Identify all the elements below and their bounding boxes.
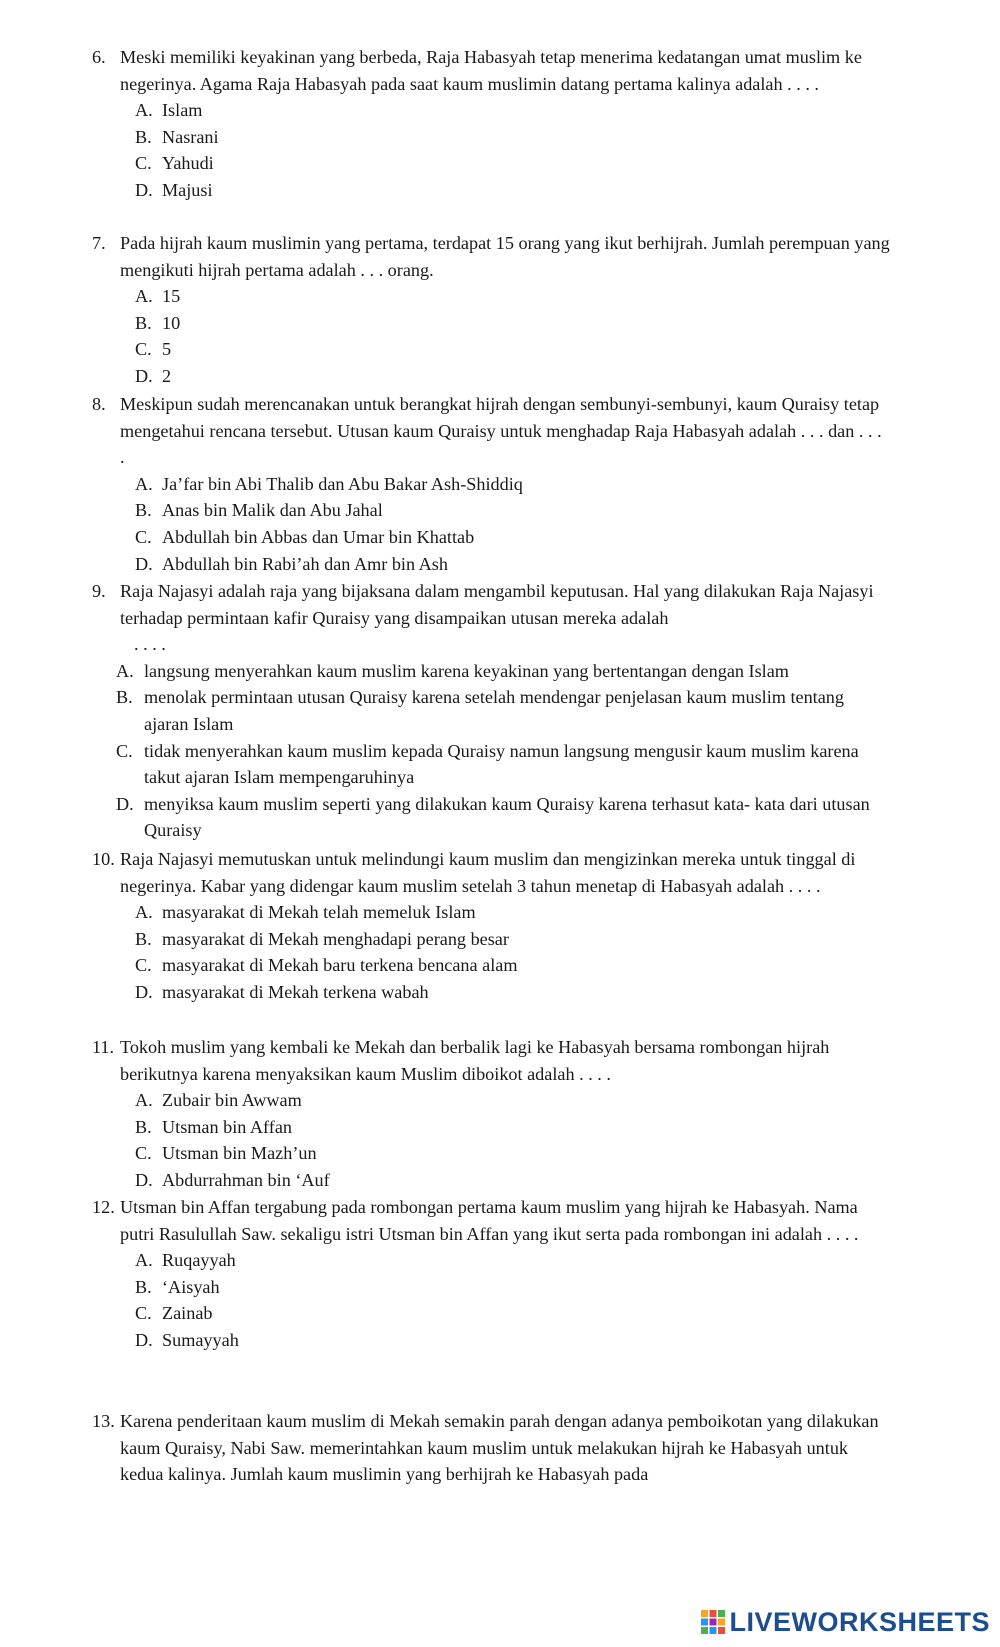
option-text: masyarakat di Mekah baru terkena bencana alam xyxy=(162,955,518,976)
option-text: tidak menyerahkan kaum muslim kepada Quraisy namun langsung mengusir kaum muslim karena takut ajaran Islam mempengaruhinya xyxy=(144,740,859,788)
option-b xyxy=(92,926,892,953)
option-b xyxy=(92,497,892,524)
option-a xyxy=(92,899,892,926)
option-letter: C. xyxy=(116,740,133,761)
option-letter: C. xyxy=(135,339,152,360)
option-letter: A. xyxy=(135,1250,153,1271)
option-text: Ja’far bin Abi Thalib dan Abu Bakar Ash-Shiddiq xyxy=(162,473,523,494)
option-letter: A. xyxy=(135,100,153,121)
option-d xyxy=(92,551,892,578)
option-letter: A. xyxy=(116,660,134,681)
question-6 xyxy=(92,44,892,204)
option-d xyxy=(92,1327,892,1354)
option-b xyxy=(92,1114,892,1141)
option-text: Nasrani xyxy=(162,126,219,147)
option-d xyxy=(92,791,892,844)
option-text: Utsman bin Affan xyxy=(162,1116,292,1137)
option-c xyxy=(92,336,892,363)
options-list xyxy=(92,283,892,389)
option-text: 10 xyxy=(162,312,181,333)
option-text: Yahudi xyxy=(162,153,214,174)
question-text-ellipsis: . . . . xyxy=(134,634,166,655)
option-letter: A. xyxy=(135,286,153,307)
option-text: 5 xyxy=(162,339,172,360)
option-letter: B. xyxy=(135,1116,152,1137)
option-letter: D. xyxy=(135,1329,153,1350)
option-text: Utsman bin Mazh’un xyxy=(162,1143,317,1164)
options-list xyxy=(92,899,892,1005)
option-letter: C. xyxy=(135,955,152,976)
option-text: Sumayyah xyxy=(162,1329,239,1350)
brand-name: LIVEWORKSHEETS xyxy=(729,1606,990,1637)
option-letter: D. xyxy=(116,793,134,814)
question-number: 6. xyxy=(92,47,106,67)
question-10 xyxy=(92,846,892,1006)
options-list xyxy=(92,658,892,844)
option-letter: D. xyxy=(135,1169,153,1190)
option-letter: D. xyxy=(135,981,153,1002)
option-d xyxy=(92,177,892,204)
option-letter: A. xyxy=(135,473,153,494)
question-text: Meskipun sudah merencanakan untuk berangkat hijrah dengan sembunyi-sembunyi, kaum Quraisy tetap mengetahui rencana tersebut. Utusan kaum Quraisy untuk menghadap Raja Habasyah adalah . . . dan . . . . xyxy=(120,394,882,468)
option-text: Abdurrahman bin ‘Auf xyxy=(162,1169,330,1190)
option-letter: D. xyxy=(135,365,153,386)
option-b xyxy=(92,310,892,337)
option-c xyxy=(92,1300,892,1327)
option-letter: C. xyxy=(135,1303,152,1324)
option-text: Abdullah bin Rabi’ah dan Amr bin Ash xyxy=(162,553,448,574)
option-text: 2 xyxy=(162,365,172,386)
option-c xyxy=(92,738,892,791)
option-text: Zubair bin Awwam xyxy=(162,1090,302,1111)
option-text: masyarakat di Mekah telah memeluk Islam xyxy=(162,902,476,923)
option-b xyxy=(92,1274,892,1301)
option-c xyxy=(92,524,892,551)
question-number: 11. xyxy=(92,1037,115,1057)
option-letter: B. xyxy=(135,1276,152,1297)
question-text: Tokoh muslim yang kembali ke Mekah dan berbalik lagi ke Habasyah bersama rombongan hijrah berikutnya karena menyaksikan kaum Muslim diboikot adalah . . . . xyxy=(120,1037,830,1084)
option-text: 15 xyxy=(162,286,181,307)
option-text: ‘Aisyah xyxy=(162,1276,220,1297)
option-text: Ruqayyah xyxy=(162,1250,236,1271)
question-7 xyxy=(92,230,892,390)
question-9 xyxy=(92,578,892,844)
option-d xyxy=(92,979,892,1006)
question-number: 8. xyxy=(92,394,106,414)
option-letter: B. xyxy=(116,687,133,708)
option-text: Abdullah bin Abbas dan Umar bin Khattab xyxy=(162,526,475,547)
option-a xyxy=(92,1087,892,1114)
question-number: 13. xyxy=(92,1411,115,1431)
options-list xyxy=(92,1247,892,1353)
option-d xyxy=(92,363,892,390)
option-letter: C. xyxy=(135,153,152,174)
option-text: masyarakat di Mekah menghadapi perang besar xyxy=(162,928,509,949)
option-text: menyiksa kaum muslim seperti yang dilakukan kaum Quraisy karena terhasut kata- kata dari utusan Quraisy xyxy=(144,793,870,841)
question-8 xyxy=(92,391,892,577)
option-a xyxy=(92,471,892,498)
options-list xyxy=(92,97,892,203)
option-a xyxy=(92,97,892,124)
option-letter: C. xyxy=(135,1143,152,1164)
question-number: 10. xyxy=(92,849,115,869)
question-11 xyxy=(92,1034,892,1194)
option-b xyxy=(92,124,892,151)
option-text: Zainab xyxy=(162,1303,213,1324)
option-letter: B. xyxy=(135,500,152,521)
option-b xyxy=(92,684,892,737)
question-number: 9. xyxy=(92,581,106,601)
option-letter: A. xyxy=(135,1090,153,1111)
option-letter: B. xyxy=(135,312,152,333)
question-text: Meski memiliki keyakinan yang berbeda, Raja Habasyah tetap menerima kedatangan umat muslim ke negerinya. Agama Raja Habasyah pada saat kaum muslimin datang pertama kalinya adalah . . . . xyxy=(120,47,862,94)
question-number: 12. xyxy=(92,1197,115,1217)
option-letter: A. xyxy=(135,902,153,923)
option-a xyxy=(92,658,892,685)
option-text: Islam xyxy=(162,100,203,121)
question-text: Utsman bin Affan tergabung pada rombongan pertama kaum muslim yang hijrah ke Habasyah. Nama putri Rasulullah Saw. sekaligu istri Utsman bin Affan yang ikut serta pada rombongan ini adalah . . . . xyxy=(120,1197,859,1244)
option-c xyxy=(92,150,892,177)
option-text: Anas bin Malik dan Abu Jahal xyxy=(162,500,383,521)
option-text: masyarakat di Mekah terkena wabah xyxy=(162,981,429,1002)
question-text: Raja Najasyi adalah raja yang bijaksana dalam mengambil keputusan. Hal yang dilakukan Raja Najasyi terhadap permintaan kafir Quraisy yang disampaikan utusan mereka adalah xyxy=(120,581,874,628)
option-c xyxy=(92,952,892,979)
option-letter: C. xyxy=(135,526,152,547)
option-letter: D. xyxy=(135,553,153,574)
liveworksheets-logo-icon xyxy=(701,1610,725,1634)
option-letter: D. xyxy=(135,179,153,200)
option-c xyxy=(92,1140,892,1167)
option-a xyxy=(92,1247,892,1274)
options-list xyxy=(92,471,892,577)
option-letter: B. xyxy=(135,126,152,147)
option-text: menolak permintaan utusan Quraisy karena setelah mendengar penjelasan kaum muslim tentang ajaran Islam xyxy=(144,687,844,734)
option-d xyxy=(92,1167,892,1194)
option-text: langsung menyerahkan kaum muslim karena keyakinan yang bertentangan dengan Islam xyxy=(144,660,789,681)
question-text: Raja Najasyi memutuskan untuk melindungi kaum muslim dan mengizinkan mereka untuk tinggal di negerinya. Kabar yang didengar kaum muslim setelah 3 tahun menetap di Habasyah adalah . . . . xyxy=(120,849,856,896)
question-12 xyxy=(92,1194,892,1354)
option-letter: B. xyxy=(135,928,152,949)
option-text: Majusi xyxy=(162,179,213,200)
question-text: Pada hijrah kaum muslimin yang pertama, terdapat 15 orang yang ikut berhijrah. Jumlah perempuan yang mengikuti hijrah pertama adalah . . . orang. xyxy=(120,233,890,280)
liveworksheets-brand xyxy=(701,1605,990,1639)
question-13 xyxy=(92,1408,892,1488)
question-number: 7. xyxy=(92,233,106,253)
question-text: Karena penderitaan kaum muslim di Mekah semakin parah dengan adanya pemboikotan yang dilakukan kaum Quraisy, Nabi Saw. memerintahkan kaum muslim untuk melakukan hijrah ke Habasyah untuk kedua kalinya. Jumlah kaum muslimin yang berhijrah ke Habasyah pada xyxy=(120,1411,879,1485)
option-a xyxy=(92,283,892,310)
options-list xyxy=(92,1087,892,1193)
